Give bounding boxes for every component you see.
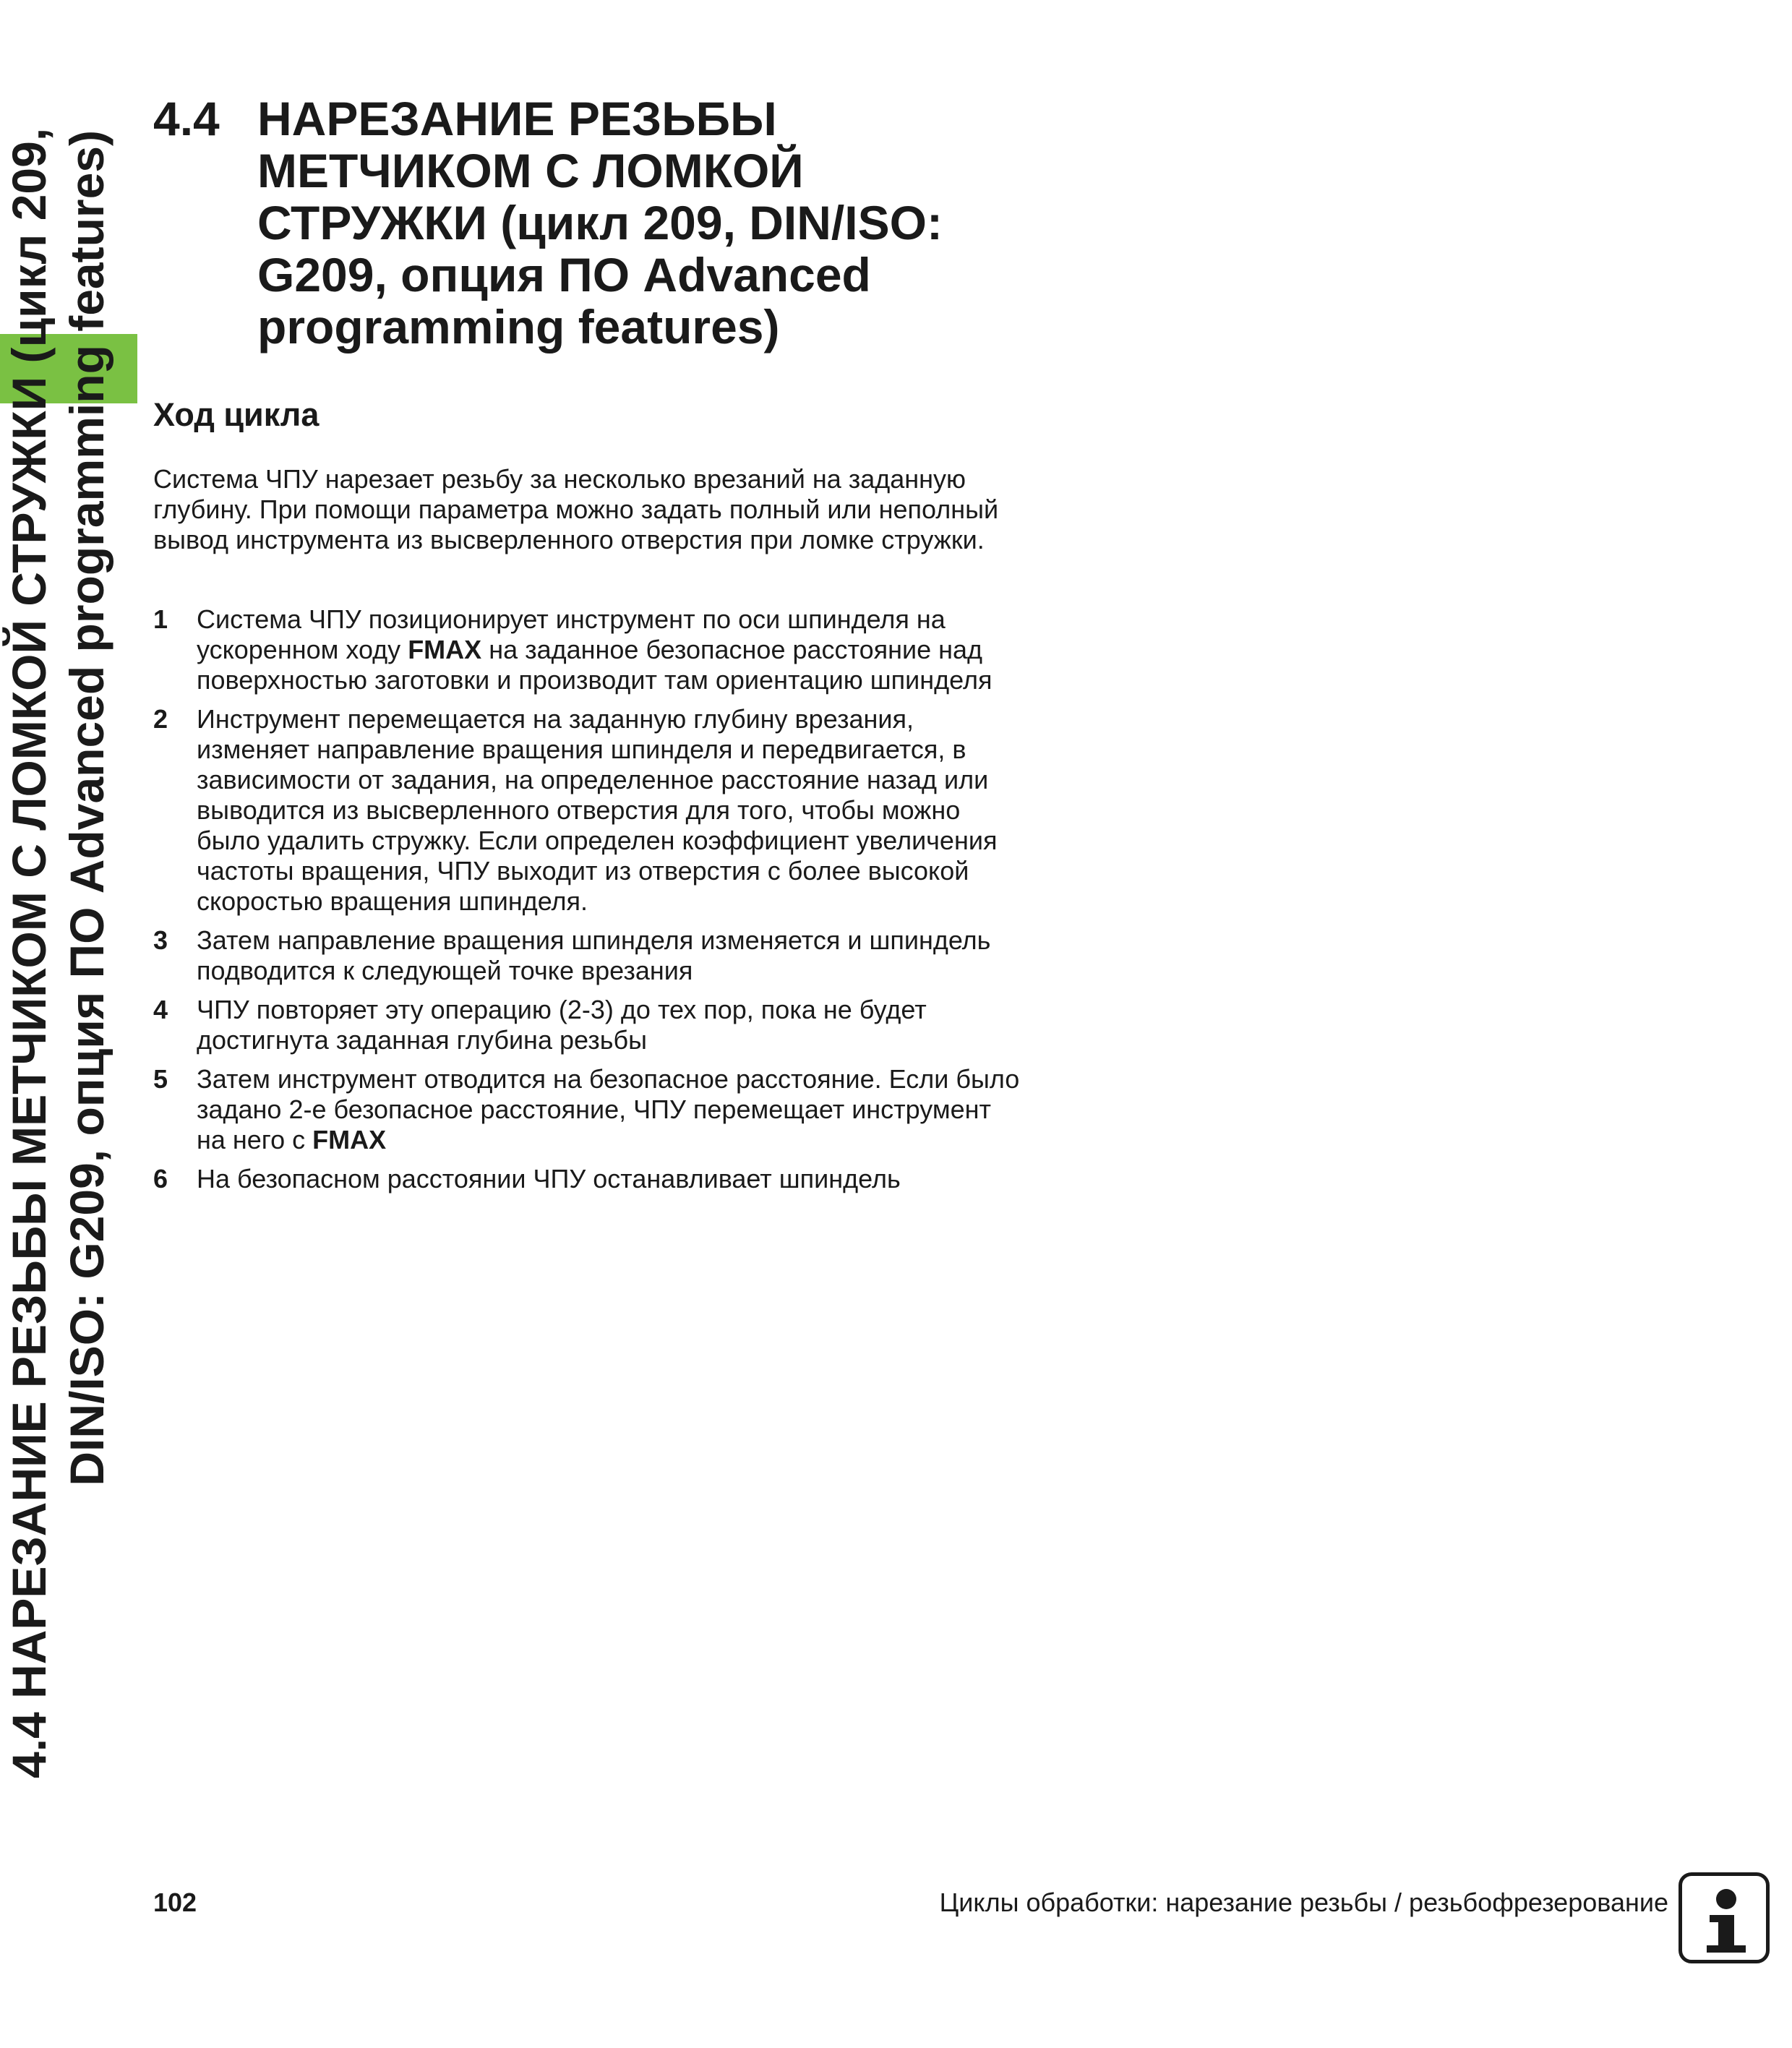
list-item	[153, 704, 1021, 917]
info-icon-base	[1707, 1945, 1746, 1953]
side-running-header	[0, 127, 145, 1778]
step-keyword: FMAX	[408, 635, 482, 664]
side-header-line-1: 4.4 НАРЕЗАНИЕ РЕЗЬБЫ МЕТЧИКОМ С ЛОМКОЙ СТРУЖКИ (цикл 209,	[2, 127, 56, 1778]
section-title	[257, 93, 985, 353]
info-icon	[1679, 1872, 1770, 1963]
subsection-heading: Ход цикла	[153, 396, 320, 433]
page-number: 102	[153, 1888, 197, 1917]
section-title-line: G209, опция ПО Advanced	[257, 248, 871, 301]
list-item	[153, 925, 1021, 986]
step-number: 4	[153, 995, 168, 1024]
list-item	[153, 1064, 1021, 1155]
list-item	[153, 604, 1021, 695]
step-number: 6	[153, 1164, 168, 1194]
step-number: 2	[153, 704, 168, 734]
cycle-steps-list	[153, 604, 1021, 1203]
step-keyword: FMAX	[312, 1125, 387, 1154]
intro-paragraph: Система ЧПУ нарезает резьбу за несколько врезаний на заданную глубину. При помощи параметра можно задать полный или неполный вывод инструмента из высверленного отверстия при ломке стружки.	[153, 464, 999, 554]
step-number: 5	[153, 1064, 168, 1094]
section-title-line: НАРЕЗАНИЕ РЕЗЬБЫ	[257, 92, 777, 145]
footer-chapter-title: Циклы обработки: нарезание резьбы / резьбофрезерование	[939, 1888, 1668, 1917]
step-text: ЧПУ повторяет эту операцию (2-3) до тех пор, пока не будет достигнута заданная глубина резьбы	[197, 995, 927, 1055]
section-title-line: programming features)	[257, 300, 780, 354]
info-icon-dot	[1716, 1889, 1736, 1909]
side-header-line-2: DIN/ISO: G209, опция ПО Advanced programming features)	[60, 130, 113, 1486]
step-text: Затем инструмент отводится на безопасное расстояние. Если было задано 2-е безопасное расстояние, ЧПУ перемещает инструмент на него с	[197, 1064, 1020, 1154]
info-icon-stem	[1718, 1915, 1734, 1947]
section-title-line: МЕТЧИКОМ С ЛОМКОЙ	[257, 144, 804, 197]
step-text: Инструмент перемещается на заданную глубину врезания, изменяет направление вращения шпинделя и передвигается, в зависимости от задания, на определенное расстояние назад или выводится из высверленного отверстия для того, чтобы можно было удалить стружку. Если определен коэффициент увеличения частоты вращения, ЧПУ выходит из отверстия с более высокой скоростью вращения шпинделя.	[197, 704, 998, 916]
step-number: 3	[153, 925, 168, 955]
step-text: На безопасном расстоянии ЧПУ останавливает шпиндель	[197, 1164, 901, 1194]
section-heading	[153, 93, 985, 353]
step-text: Затем направление вращения шпинделя изменяется и шпиндель подводится к следующей точке врезания	[197, 925, 991, 985]
section-title-line: СТРУЖКИ (цикл 209, DIN/ISO:	[257, 196, 943, 249]
list-item	[153, 995, 1021, 1055]
step-text: на заданное безопасное расстояние над поверхностью заготовки и производит там ориентацию шпинделя	[197, 635, 993, 695]
step-text: Система ЧПУ позиционирует инструмент по оси шпинделя на ускоренном ходу	[197, 604, 946, 664]
section-number: 4.4	[153, 92, 220, 145]
step-number: 1	[153, 604, 168, 634]
list-item	[153, 1164, 1021, 1194]
